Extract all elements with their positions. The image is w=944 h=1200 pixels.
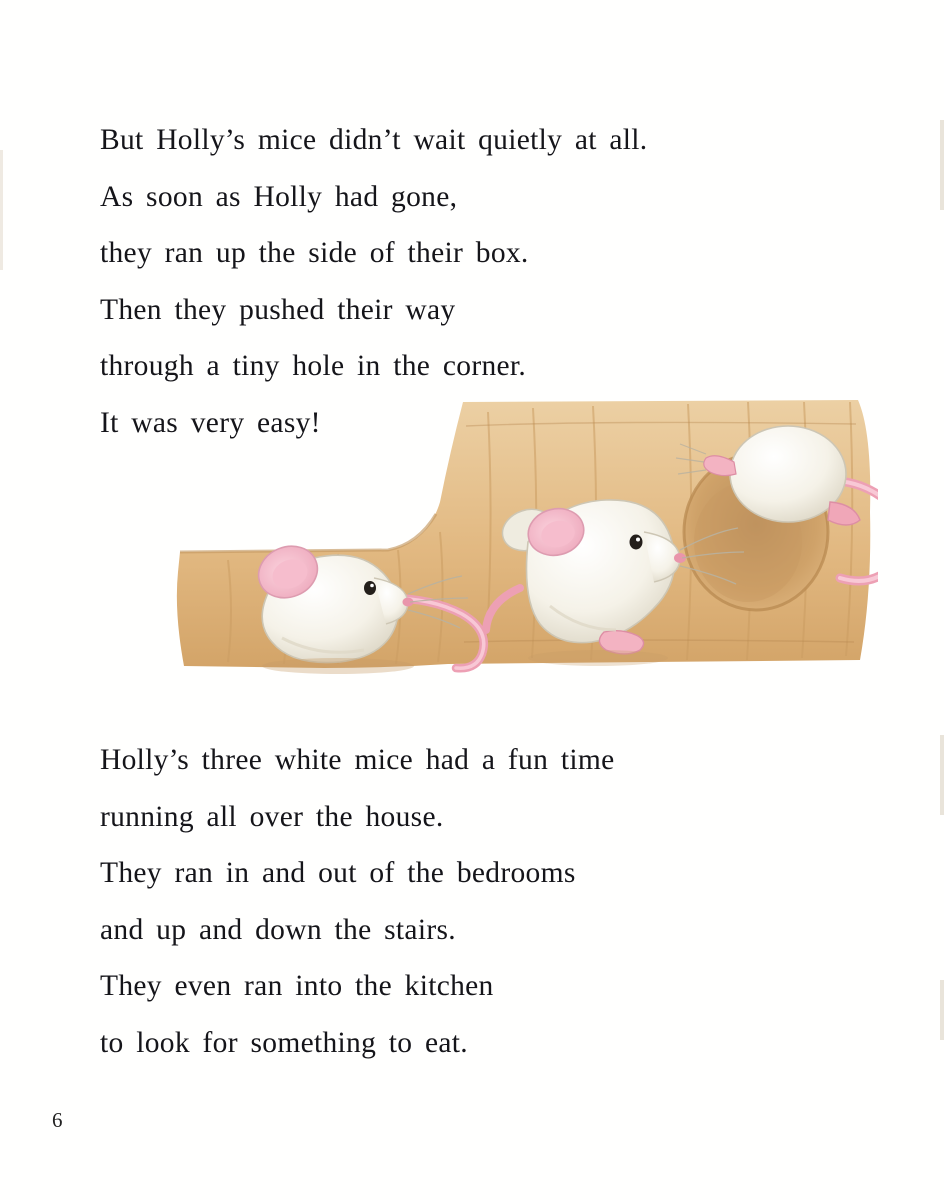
page-number: 6 xyxy=(52,1108,63,1132)
story-line: But Holly’s mice didn’t wait quietly at all. xyxy=(100,124,648,156)
story-line: Holly’s three white mice had a fun time xyxy=(100,744,615,776)
story-line: to look for something to eat. xyxy=(100,1026,468,1059)
page-edge-mark-2 xyxy=(940,735,944,815)
story-line: They even ran into the kitchen xyxy=(100,970,494,1002)
story-line: they ran up the side of their box. xyxy=(100,237,529,269)
story-paragraph-bottom xyxy=(100,732,860,1071)
story-line: As soon as Holly had gone, xyxy=(100,180,458,213)
story-line: Then they pushed their way xyxy=(100,293,456,326)
illustration-mice-in-box xyxy=(88,392,878,692)
page-edge-mark-3 xyxy=(940,980,944,1040)
story-line: and up and down the stairs. xyxy=(100,913,456,946)
story-line: through a tiny hole in the corner. xyxy=(100,350,527,382)
page-edge-mark-1 xyxy=(940,120,944,210)
page-edge-mark-left xyxy=(0,150,3,270)
story-line: running all over the house. xyxy=(100,800,444,833)
story-line: They ran in and out of the bedrooms xyxy=(100,857,576,889)
story-line: It was very easy! xyxy=(100,406,321,439)
